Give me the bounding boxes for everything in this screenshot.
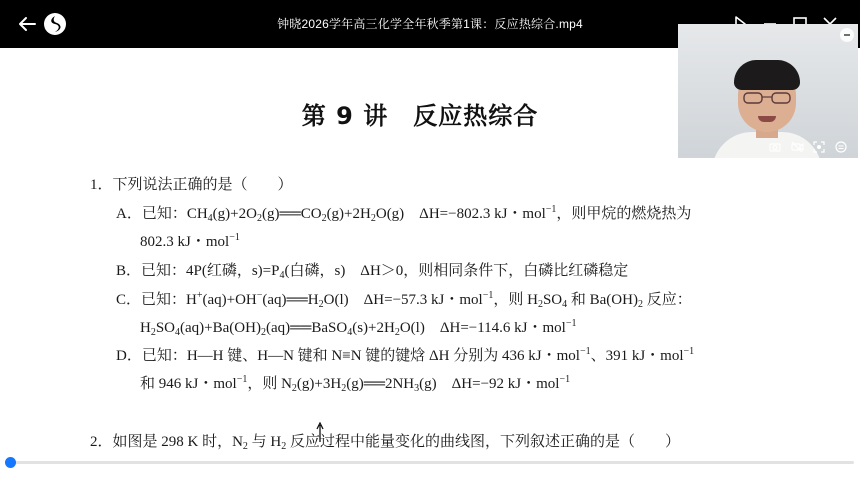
option-a-line-2: 802.3 kJ・mol$^{-1}$ [140,232,240,250]
option-d-line-1: D．已知：H—H 键、H—N 键和 N≡N 键的键焓 ΔH 分别为 436 kJ・mol$^{-1}$、391 kJ・mol$^{-1}$ [116,346,695,364]
webcam-controls [678,136,858,158]
option-b: B．已知：4P(红磷，$s)=P_4$(白磷，s) ΔH＞0，则相同条件下，白磷比红磷稳定 [116,263,629,281]
option-a-line-1: A．已知：$CH_4(g)+2O_2(g)══CO_2(g)+2H_2O(g)$ ΔH=−802.3 kJ・mol$^{-1}$，则甲烷的燃烧热为 [116,204,692,224]
focus-icon[interactable] [812,140,826,154]
camera-snapshot-icon[interactable] [768,140,782,154]
energy-axis-arrow-icon [316,422,324,442]
question-2-stem: 2．如图是 298 K 时，$N_2$ 与 $H_2$ 反应过程中能量变化的曲线图，下列叙述正确的是（ ） [90,434,681,452]
webcam-close-icon[interactable] [840,28,854,42]
option-c-line-2: $H_2SO_4(aq)+Ba(OH)_2(aq)══BaSO_4(s)+2H_2O(l)$ ΔH=−114.6 kJ・mol$^{-1}$ [140,318,577,338]
progress-handle[interactable] [5,457,16,468]
camera-off-icon[interactable] [790,140,804,154]
option-d-line-2: 和 946 kJ・mol$^{-1}$，则 $N_2(g)+3H_2(g)══2NH_3(g)$ ΔH=−92 kJ・mol$^{-1}$ [140,374,571,394]
progress-track[interactable] [8,461,854,464]
option-c-line-1: C．已知：$H^+(aq)+OH^-(aq)══H_2O(l)$ ΔH=−57.3 kJ・mol$^{-1}$，则 $H_2SO_4$ 和 $Ba(OH)_2$ 反应： [116,290,692,310]
settings-icon[interactable] [834,140,848,154]
question-1-stem: 1．下列说法正确的是（ ） [90,177,293,193]
window-title: 钟晓2026学年高三化学全年秋季第1课：反应热综合.mp4 [277,17,583,31]
presenter-hair [734,60,800,90]
webcam-overlay[interactable] [678,24,858,158]
lesson-title: 第 9 讲 反应热综合 [301,102,539,130]
glasses-icon [742,92,792,104]
